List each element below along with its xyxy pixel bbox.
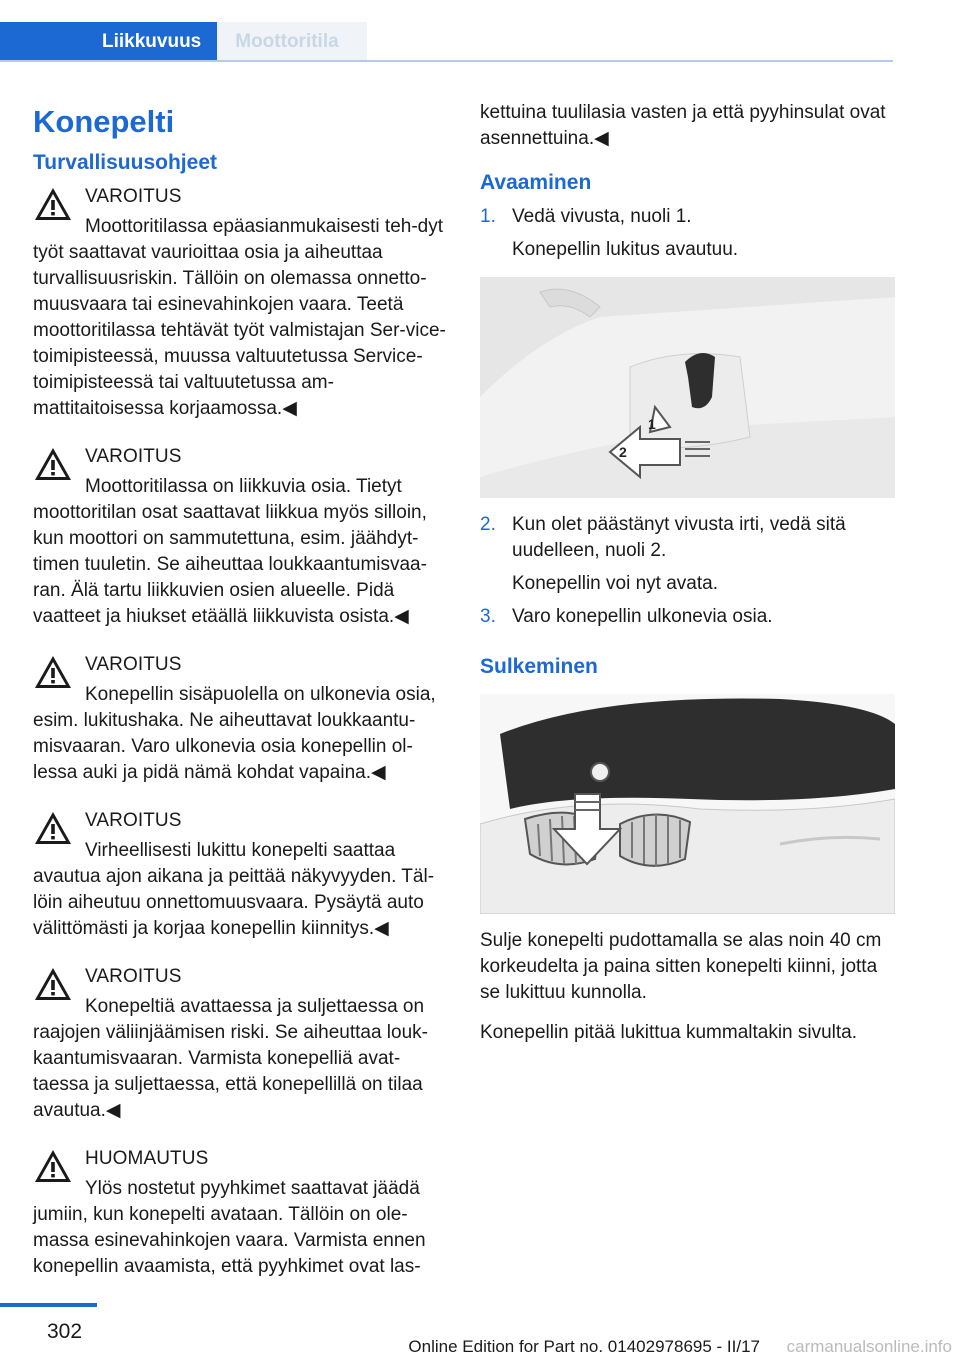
warning-block bbox=[33, 444, 448, 630]
tab-liikkuvuus[interactable]: Liikkuvuus bbox=[0, 22, 217, 60]
step-number: 2. bbox=[480, 514, 496, 535]
tab-moottoritila[interactable]: Moottoritila bbox=[217, 22, 366, 60]
warning-title: VAROITUS bbox=[85, 446, 182, 467]
warning-triangle-icon bbox=[33, 654, 73, 690]
step-1 bbox=[480, 204, 895, 230]
step-3 bbox=[480, 604, 895, 630]
page-title: Konepelti bbox=[33, 104, 175, 139]
header-tabs bbox=[0, 22, 367, 60]
step-2-result: Konepellin voi nyt avata. bbox=[512, 573, 718, 594]
step-text: Varo konepellin ulkonevia osia. bbox=[512, 606, 773, 627]
step-2 bbox=[480, 512, 895, 564]
warning-block bbox=[33, 808, 448, 942]
warning-title: VAROITUS bbox=[85, 966, 182, 987]
warning-text: Moottoritilassa on liikkuvia osia. Tietyt moottoritilan osat saattavat liikkua myös silloin, kun moottori on sammutettuna, esim. jäähdyt‐timen tuuletin. Se aiheuttaa loukkaantumisvaa‐ran. Älä tartu liikkuvien osien alueelle. Pidä vaatteet ja hiukset etäällä liikkuvista osista.◀ bbox=[33, 476, 427, 627]
edition-note: Online Edition for Part no. 01402978695 - II/17 bbox=[408, 1337, 760, 1356]
closing-paragraph-2: Konepellin pitää lukittua kummaltakin sivulta. bbox=[480, 1022, 858, 1043]
warning-title: VAROITUS bbox=[85, 186, 182, 207]
watermark: carmanualsonline.info bbox=[786, 1337, 952, 1356]
warning-text: Virheellisesti lukittu konepelti saattaa avautua ajon aikana ja peittää näkyvyyden. Täl‐löin aiheutuu onnettomuusvaara. Pysäytä auto välittömästi ja korjaa konepellin kiinnitys.◀ bbox=[33, 840, 435, 939]
arrow-label-1: 1 bbox=[648, 416, 656, 432]
warning-title: VAROITUS bbox=[85, 810, 182, 831]
warning-text: Moottoritilassa epäasianmukaisesti teh‐dyt työt saattavat vaurioittaa osia ja aiheuttaa turvallisuusriskin. Tällöin on olemassa onnetto‐muusvaara tai esinevahinkojen vaara. Teetä moottoritilassa tehtävät työt valmistajan Ser‐vice-toimipisteessä, muussa valtuutetussa Service-toimipisteessä tai valtuutetussa am‐mattitaitoisessa korjaamossa.◀ bbox=[33, 216, 446, 419]
step-number: 1. bbox=[480, 206, 496, 227]
section-heading-opening: Avaaminen bbox=[480, 171, 592, 194]
warning-title: VAROITUS bbox=[85, 654, 182, 675]
closing-illustration bbox=[480, 694, 895, 914]
step-text: Kun olet päästänyt vivusta irti, vedä sitä uudelleen, nuoli 2. bbox=[512, 514, 846, 561]
left-column bbox=[33, 100, 448, 1302]
step-number: 3. bbox=[480, 606, 496, 627]
warning-text: Ylös nostetut pyyhkimet saattavat jäädä jumiin, kun konepelti avataan. Tällöin on ole‐massa esinevahinkojen vaara. Varmista ennen konepellin avaamista, että pyyhkimet ovat las‐ bbox=[33, 1178, 426, 1277]
right-column bbox=[480, 100, 895, 1060]
arrow-label-2: 2 bbox=[619, 444, 627, 460]
footer-accent-bar bbox=[0, 1303, 97, 1307]
step-1-result: Konepellin lukitus avautuu. bbox=[512, 239, 739, 260]
header-divider bbox=[0, 60, 893, 62]
hood-release-lever-image bbox=[480, 277, 895, 498]
warning-block bbox=[33, 964, 448, 1124]
step-text: Vedä vivusta, nuoli 1. bbox=[512, 206, 692, 227]
warning-block bbox=[33, 1146, 448, 1280]
page-number: 302 bbox=[47, 1320, 83, 1343]
warning-title: HUOMAUTUS bbox=[85, 1148, 209, 1169]
lever-illustration bbox=[480, 277, 895, 498]
continuation-text: kettuina tuulilasia vasten ja että pyyhinsulat ovat asennettuina.◀ bbox=[480, 102, 886, 149]
warning-triangle-icon bbox=[33, 966, 73, 1002]
warning-block bbox=[33, 184, 448, 422]
warning-triangle-icon bbox=[33, 186, 73, 222]
warning-text: Konepeltiä avattaessa ja suljettaessa on raajojen väliinjäämisen riski. Se aiheuttaa louk‐kaantumisvaaran. Varmista konepelliä avat‐taessa ja suljettaessa, että konepellillä on tilaa avautua.◀ bbox=[33, 996, 428, 1121]
warning-triangle-icon bbox=[33, 810, 73, 846]
section-heading-safety: Turvallisuusohjeet bbox=[33, 151, 217, 174]
warning-triangle-icon bbox=[33, 446, 73, 482]
warning-block bbox=[33, 652, 448, 786]
warning-text: Konepellin sisäpuolella on ulkonevia osia, esim. lukitushaka. Ne aiheuttavat loukkaantu‐misvaaran. Varo ulkonevia osia konepellin ol‐lessa auki ja pidä nämä kohdat vapaina.◀ bbox=[33, 684, 436, 783]
hood-closing-image bbox=[480, 694, 895, 914]
closing-paragraph-1: Sulje konepelti pudottamalla se alas noin 40 cm korkeudelta ja paina sitten konepelti kiinni, jotta se lukittuu kunnolla. bbox=[480, 930, 882, 1003]
warning-triangle-icon bbox=[33, 1148, 73, 1184]
section-heading-closing: Sulkeminen bbox=[480, 655, 598, 678]
